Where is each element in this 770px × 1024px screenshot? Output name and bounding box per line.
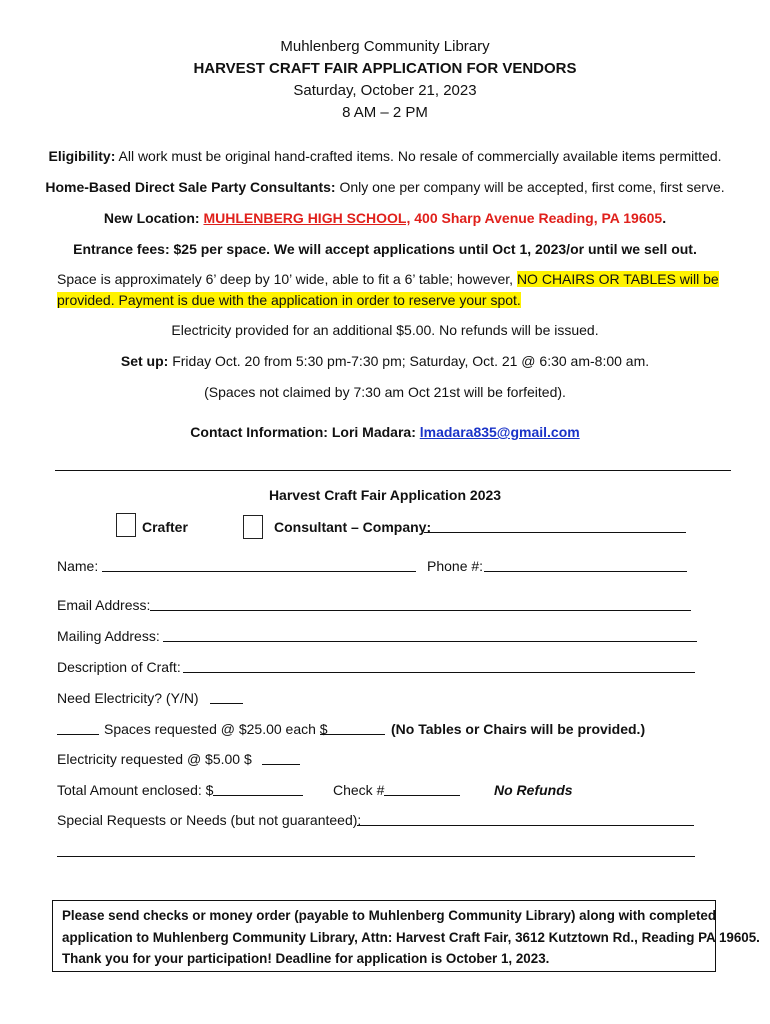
library-name: Muhlenberg Community Library: [280, 38, 490, 55]
space-line-1: [57, 270, 719, 288]
electricity-requested-label: Electricity requested @ $5.00 $: [57, 751, 252, 767]
spaces-label: Spaces requested @ $25.00 each $: [104, 721, 328, 737]
email-field[interactable]: [150, 610, 691, 611]
space-line-2: [57, 291, 521, 309]
fees-line: Entrance fees: $25 per space. We will accept applications until Oct 1, 2023/or until we sell out.: [73, 241, 697, 257]
crafter-checkbox[interactable]: [116, 513, 136, 537]
eligibility-text: All work must be original hand-crafted items. No resale of commercially available items permitted.: [115, 148, 722, 164]
electricity-requested-field[interactable]: [262, 764, 300, 765]
forfeit-line: (Spaces not claimed by 7:30 am Oct 21st will be forfeited).: [204, 384, 566, 400]
setup-line: [0, 352, 770, 370]
contact-email-link[interactable]: lmadara835@gmail.com: [419, 424, 580, 440]
location-label: New Location:: [103, 210, 204, 226]
spaces-count-field[interactable]: [57, 734, 99, 735]
mailing-label: Mailing Address:: [57, 628, 160, 644]
space-highlight-2: provided. Payment is due with the application in order to reserve your spot.: [57, 292, 521, 308]
consultant-label: Consultant – Company:: [274, 519, 432, 535]
special-requests-field[interactable]: [357, 825, 694, 826]
space-text: Space is approximately 6’ deep by 10’ wide, able to fit a 6’ table; however,: [57, 271, 517, 287]
name-label: Name:: [57, 558, 99, 574]
location-period: .: [662, 210, 667, 226]
space-highlight-1: NO CHAIRS OR TABLES will be: [516, 271, 719, 287]
electricity-need-field[interactable]: [210, 703, 243, 704]
location-school: MUHLENBERG HIGH SCHOOL,: [203, 210, 411, 226]
section-divider: [55, 470, 731, 471]
total-label: Total Amount enclosed: $: [57, 782, 214, 798]
location-address: 400 Sharp Avenue Reading, PA 19605: [410, 210, 663, 226]
special-requests-label: Special Requests or Needs (but not guaranteed):: [57, 812, 362, 828]
check-label: Check #: [333, 782, 385, 798]
notice-line-2: application to Muhlenberg Community Library, Attn: Harvest Craft Fair, 3612 Kutztown Rd., Reading PA 19605.: [62, 930, 760, 945]
mailing-field[interactable]: [163, 641, 697, 642]
setup-text: Friday Oct. 20 from 5:30 pm-7:30 pm; Saturday, Oct. 21 @ 6:30 am-8:00 am.: [168, 353, 650, 369]
event-date: Saturday, October 21, 2023: [293, 82, 477, 99]
total-field[interactable]: [213, 795, 303, 796]
description-label: Description of Craft:: [57, 659, 181, 675]
description-field[interactable]: [183, 672, 695, 673]
contact-line: [0, 423, 770, 441]
form-title: Harvest Craft Fair Application 2023: [268, 487, 502, 503]
check-field[interactable]: [384, 795, 460, 796]
eligibility-line: [0, 147, 770, 165]
mailing-instructions-box: [52, 900, 760, 972]
consultants-text: Only one per company will be accepted, first come, first serve.: [335, 179, 725, 195]
special-requests-field-2[interactable]: [57, 856, 695, 857]
location-line: [0, 209, 770, 227]
electricity-line: Electricity provided for an additional $5.00. No refunds will be issued.: [171, 322, 599, 338]
event-time: 8 AM – 2 PM: [342, 104, 428, 121]
spaces-note: (No Tables or Chairs will be provided.): [391, 721, 646, 737]
consultant-checkbox[interactable]: [243, 515, 263, 539]
notice-line-3: Thank you for your participation! Deadline for application is October 1, 2023.: [62, 951, 550, 966]
name-field[interactable]: [102, 571, 416, 572]
consultants-line: [0, 178, 770, 196]
consultants-label: Home-Based Direct Sale Party Consultants:: [45, 179, 336, 195]
phone-label: Phone #:: [427, 558, 484, 574]
crafter-label: Crafter: [142, 519, 188, 535]
email-label: Email Address:: [57, 597, 151, 613]
eligibility-label: Eligibility:: [48, 148, 116, 164]
spaces-amount-field[interactable]: [320, 734, 385, 735]
company-field[interactable]: [424, 532, 686, 533]
phone-field[interactable]: [484, 571, 687, 572]
notice-line-1: Please send checks or money order (payable to Muhlenberg Community Library) along with completed: [62, 908, 717, 923]
document-title: HARVEST CRAFT FAIR APPLICATION FOR VENDORS: [193, 60, 577, 77]
electricity-need-label: Need Electricity? (Y/N): [57, 690, 199, 706]
setup-label: Set up:: [120, 353, 169, 369]
contact-label: Contact Information: Lori Madara:: [190, 424, 420, 440]
no-refunds: No Refunds: [494, 782, 573, 798]
